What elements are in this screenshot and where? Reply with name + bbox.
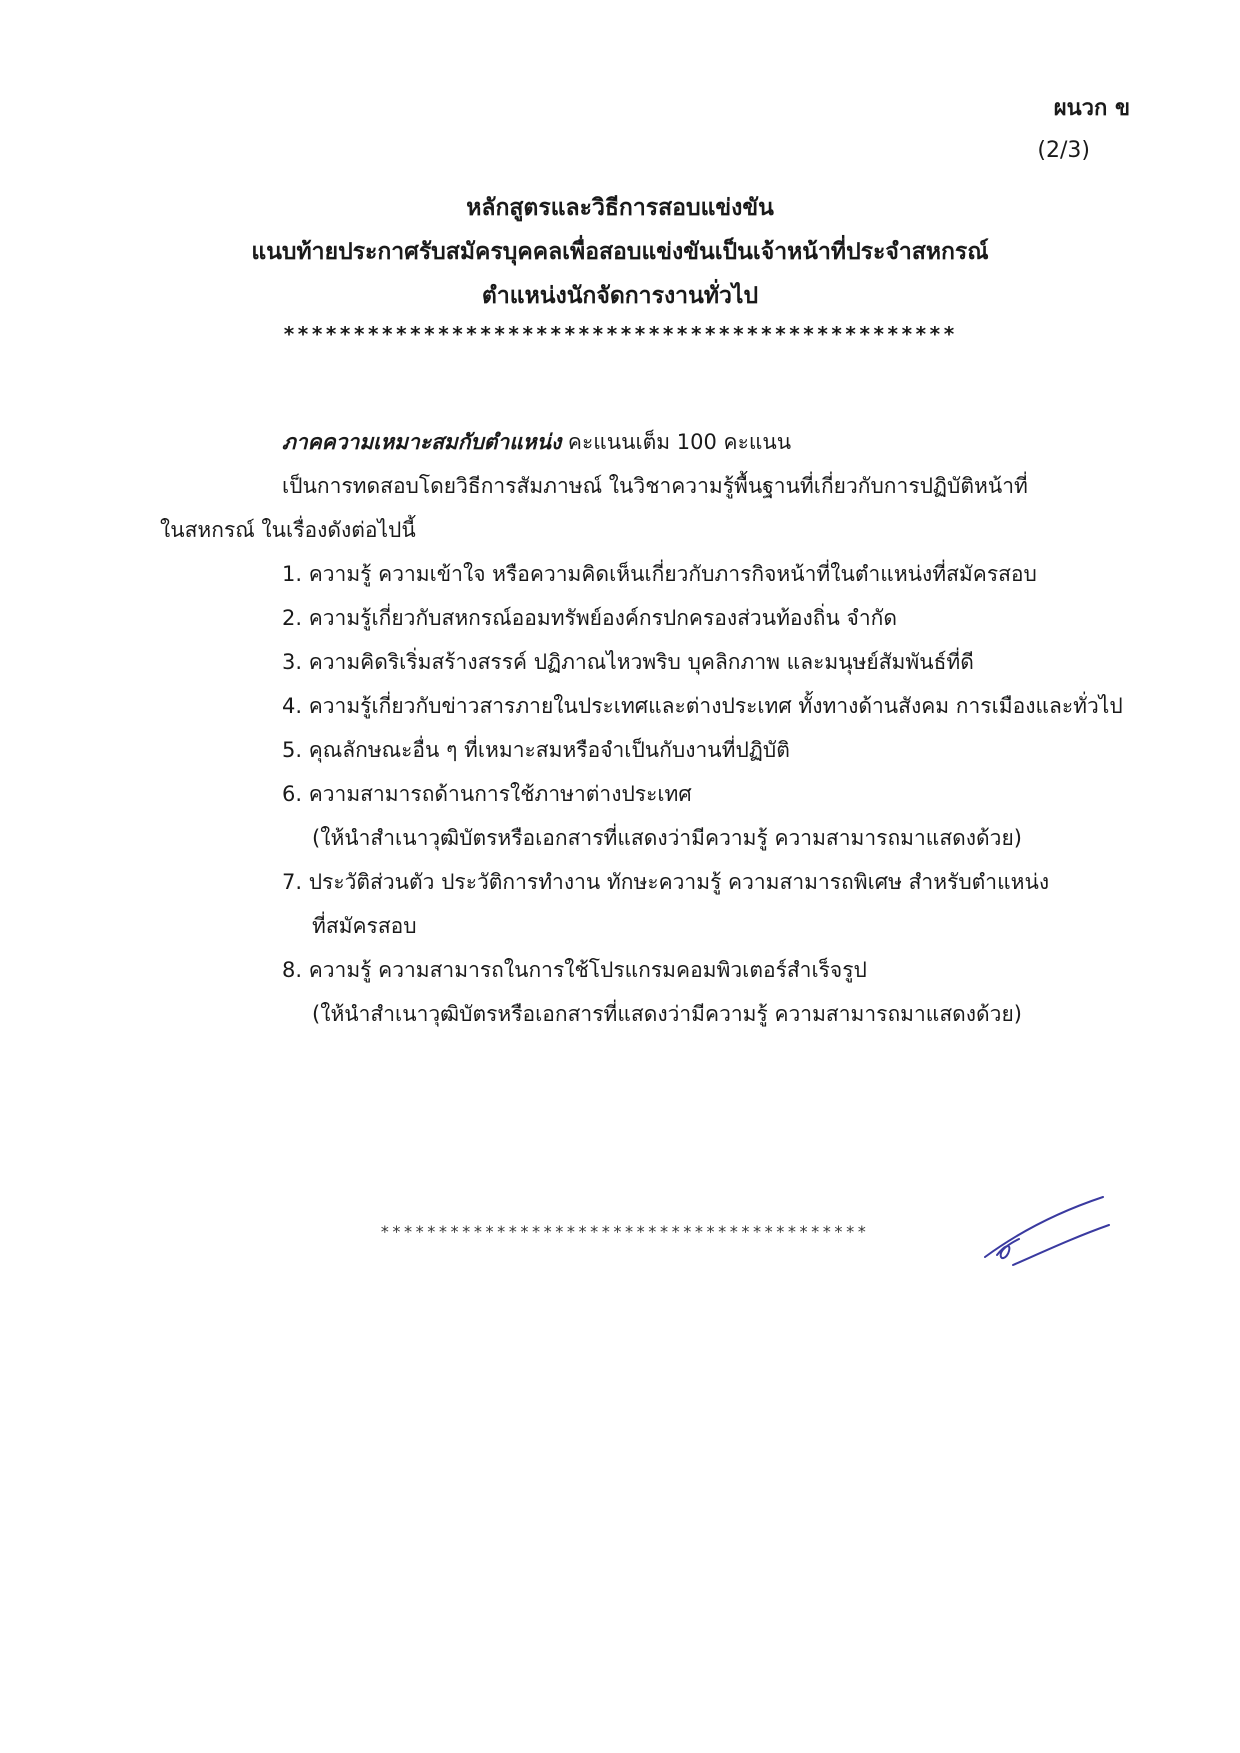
page-counter: (2/3) — [1037, 138, 1090, 163]
signature-icon — [975, 1195, 1115, 1275]
topic-item: 7. ประวัติส่วนตัว ประวัติการทำงาน ทักษะความรู้ ความสามารถพิเศษ สำหรับตำแหน่ง — [282, 870, 1050, 894]
annex-label: ผนวก ข — [1053, 96, 1130, 121]
suitability-section — [160, 420, 1123, 1036]
topic-item: 8. ความรู้ ความสามารถในการใช้โปรแกรมคอมพิวเตอร์สำเร็จรูป — [282, 958, 867, 982]
topic-item-note: (ให้นำสำเนาวุฒิบัตรหรือเอกสารที่แสดงว่ามีความรู้ ความสามารถมาแสดงด้วย) — [312, 1002, 1022, 1026]
title-line-2: แนบท้ายประกาศรับสมัครบุคคลเพื่อสอบแข่งขันเป็นเจ้าหน้าที่ประจำสหกรณ์ — [251, 239, 989, 265]
document-title — [0, 186, 1240, 318]
topic-item-continuation: ที่สมัครสอบ — [312, 914, 417, 938]
title-line-1: หลักสูตรและวิธีการสอบแข่งขัน — [466, 195, 774, 221]
section-heading — [160, 420, 1120, 464]
intro-line-1: เป็นการทดสอบโดยวิธีการสัมภาษณ์ ในวิชาความรู้พื้นฐานที่เกี่ยวกับการปฏิบัติหน้าที่ — [282, 474, 1028, 498]
topic-item: 4. ความรู้เกี่ยวกับข่าวสารภายในประเทศและต่างประเทศ ทั้งทางด้านสังคม การเมืองและทั่วไป — [282, 694, 1123, 718]
section-intro — [160, 464, 1120, 552]
star-divider-top: ************************************************ — [283, 322, 957, 346]
title-line-3: ตำแหน่งนักจัดการงานทั่วไป — [481, 283, 759, 309]
intro-line-2: ในสหกรณ์ ในเรื่องดังต่อไปนี้ — [160, 518, 416, 542]
section-heading-score: คะแนนเต็ม 100 คะแนน — [561, 430, 792, 454]
section-heading-title: ภาคความเหมาะสมกับตำแหน่ง — [282, 430, 562, 454]
topic-item: 1. ความรู้ ความเข้าใจ หรือความคิดเห็นเกี่ยวกับภารกิจหน้าที่ในตำแหน่งที่สมัครสอบ — [282, 562, 1037, 586]
topic-item: 5. คุณลักษณะอื่น ๆ ที่เหมาะสมหรือจำเป็นกับงานที่ปฏิบัติ — [282, 738, 790, 762]
topic-item: 6. ความสามารถด้านการใช้ภาษาต่างประเทศ — [282, 782, 692, 806]
topic-item: 3. ความคิดริเริ่มสร้างสรรค์ ปฏิภาณไหวพริบ บุคลิกภาพ และมนุษย์สัมพันธ์ที่ดี — [282, 650, 974, 674]
topic-list — [160, 552, 1123, 1036]
topic-item-note: (ให้นำสำเนาวุฒิบัตรหรือเอกสารที่แสดงว่ามีความรู้ ความสามารถมาแสดงด้วย) — [312, 826, 1022, 850]
star-divider-bottom: ****************************************** — [380, 1222, 869, 1241]
topic-item: 2. ความรู้เกี่ยวกับสหกรณ์ออมทรัพย์องค์กรปกครองส่วนท้องถิ่น จำกัด — [282, 606, 897, 630]
